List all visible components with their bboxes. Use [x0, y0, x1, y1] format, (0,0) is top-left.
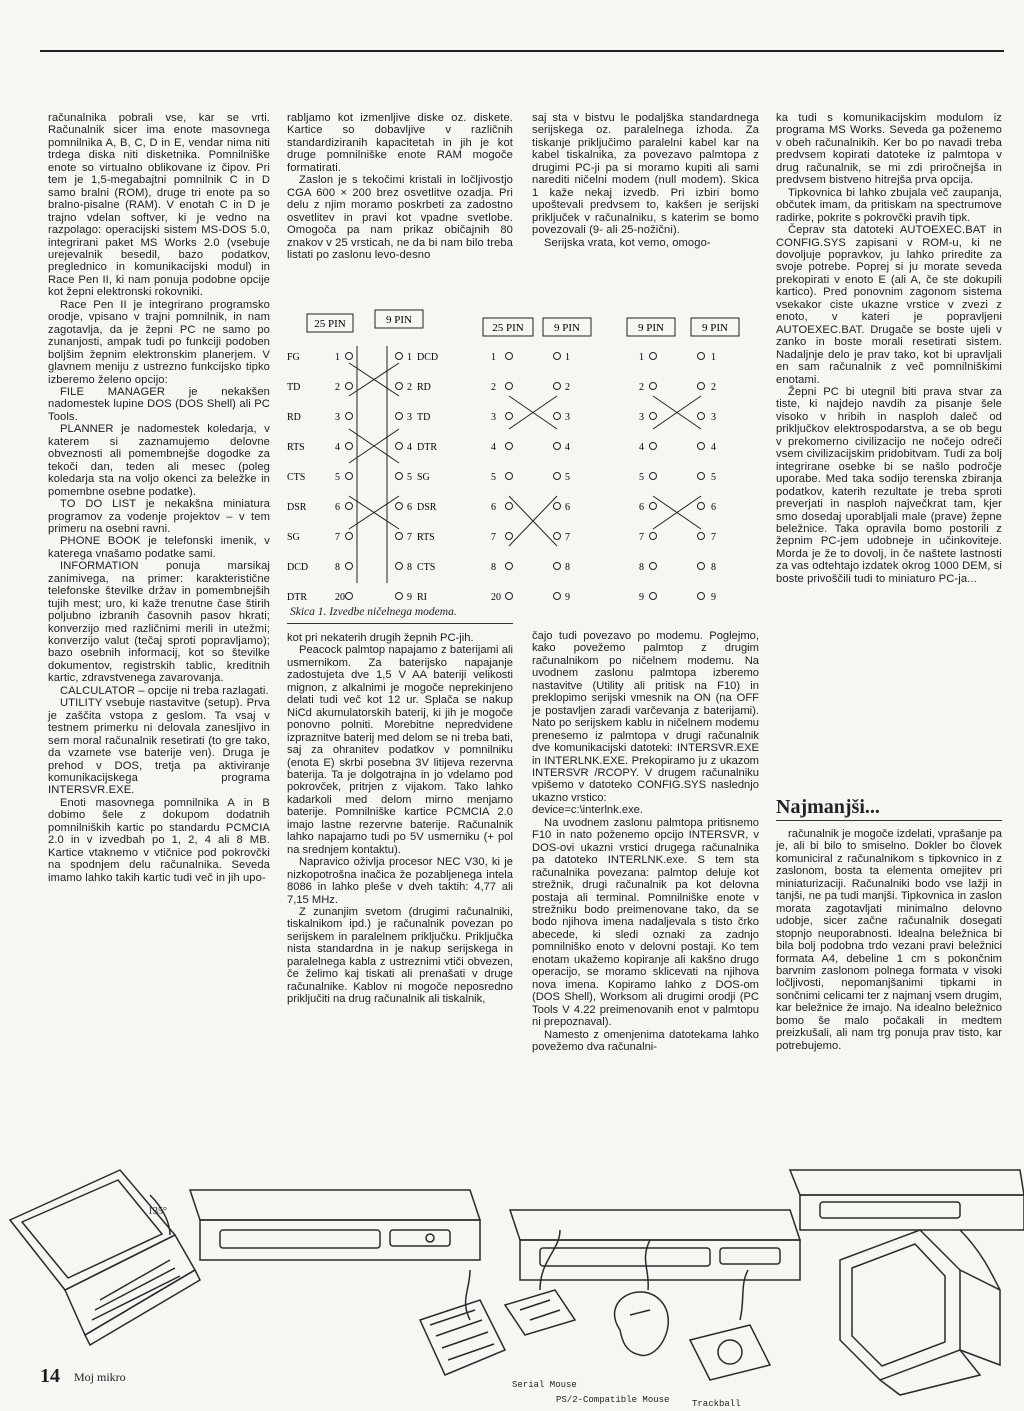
pin-circle	[346, 473, 353, 480]
pin-number: 8	[407, 562, 412, 573]
pin-circle	[396, 473, 403, 480]
pin-signal-label: RD	[287, 412, 301, 423]
pin-number: 7	[565, 532, 570, 543]
pin-number: 1	[335, 352, 340, 363]
left-pin-rows	[287, 352, 438, 603]
paragraph: Napravico oživlja procesor NEC V30, ki je nizkopotrošna inačica že pozabljenega intela 8086 in lahko pleše v dveh taktih: 4,77 ali 7,15 MHz.	[287, 856, 513, 906]
pin-signal-label: DCD	[287, 562, 309, 573]
article-column-4-top	[776, 112, 1002, 585]
pin-number: 6	[565, 502, 570, 513]
pin-circle	[554, 443, 561, 450]
pin-number: 6	[491, 502, 496, 513]
article-column-2-top	[287, 112, 513, 261]
pin-number: 8	[639, 562, 644, 573]
header-25pin: 25 PIN	[314, 318, 346, 330]
pin-circle	[554, 473, 561, 480]
article-column-2-bottom	[287, 632, 513, 1006]
pin-number: 4	[335, 442, 340, 453]
pin-number: 2	[639, 382, 644, 393]
middle-pin-rows	[491, 352, 570, 603]
angle-label: 135°	[148, 1206, 167, 1217]
pin-circle	[650, 443, 657, 450]
pin-circle	[698, 413, 705, 420]
pin-circle	[698, 563, 705, 570]
pin-circle	[396, 383, 403, 390]
pin-number: 2	[407, 382, 412, 393]
pin-circle	[698, 473, 705, 480]
pin-circle	[346, 503, 353, 510]
pin-circle	[346, 443, 353, 450]
pin-number: 7	[639, 532, 644, 543]
pin-signal-label: DSR	[417, 502, 437, 513]
paragraph: rabljamo kot izmenljive diske oz. diskete. Kartice so dobavljive v različnih standardiziranih kapacitetah in jih je kot druge pomnilniške enote RAM mogoče formatirati.	[287, 112, 513, 174]
pin-circle	[506, 353, 513, 360]
trackball-label: Trackball	[692, 1399, 741, 1409]
pin-number: 9	[565, 592, 570, 603]
pin-number: 9	[639, 592, 644, 603]
magazine-name: Moj mikro	[74, 1370, 126, 1384]
docking-station-drawing	[790, 1170, 1024, 1290]
pin-number: 4	[491, 442, 496, 453]
pin-number: 5	[711, 472, 716, 483]
pin-number: 7	[491, 532, 496, 543]
hardware-illustration	[0, 1150, 1024, 1411]
pin-number: 4	[407, 442, 412, 453]
paragraph: Čeprav sta datoteki AUTOEXEC.BAT in CONFIG.SYS zapisani v ROM-u, ki ne dovoljuje popravkov, ju lahko priredite za svoje potrebe. Poprej si ju morate seveda prekopirati v enoto E (ali A, če ste dokupili kartico). Pred ponovnim zagonom sistema vsekakor ciste ukazne vrstice v zvezi z enoto, v kateri je popravljeni AUTOEXEC.BAT. Drugače se boste ujeli v zanko in boste morali resetirati sistem. Nadaljnje delo je prav tako, kot bi upravljali en sam računalnik z več pomnilniškimi enotami.	[776, 224, 1002, 386]
paragraph: Žepni PC bi utegnil biti prava stvar za tiste, ki najdejo navdih za pisanje šele visoko v hribih in nasploh daleč od priključkov elektrospodarstva, a se ob begu v prekomerno civilizacijo ne nočejo odreči vsem civilizacijskim pridobitvam. Tudi za bolj integrirane osebke bi se našlo področje uporabe. Med taka sodijo terenska zbiranja podatkov, katerih rezultate je treba sproti preverjati in nasploh največkrat tam, kjer smo dosedaj uporabljali male (prave) žepne beležnice. Taka opravila bomo postorili z žepnim PC-jem udobneje in učinkoviteje. Morda je že to dovolj, in če naštete lastnosti za vas odtehtajo izdatek okrog 1000 DEM, si boste privoščili tudi to miniaturo PC-ja...	[776, 385, 1002, 585]
pin-number: 4	[639, 442, 644, 453]
pin-number: 3	[639, 412, 644, 423]
paragraph: Namesto z omenjenima datotekama lahko povežemo dva računalni-	[532, 1028, 759, 1053]
pin-circle	[554, 353, 561, 360]
pin-circle	[346, 533, 353, 540]
pin-signal-label: DSR	[287, 502, 307, 513]
pin-number: 3	[565, 412, 570, 423]
pin-circle	[506, 503, 513, 510]
laptop-drawing	[10, 1170, 200, 1345]
docking-station-drawing	[510, 1210, 800, 1280]
pin-circle	[396, 563, 403, 570]
diagram-middle-panel	[483, 318, 591, 603]
serial-mouse-label: Serial Mouse	[512, 1380, 577, 1390]
pin-circle	[396, 443, 403, 450]
paragraph: TO DO LIST je nekakšna miniatura programov za vodenje projektov – v tem primeru na osebni ravni.	[48, 498, 270, 535]
pin-number: 2	[335, 382, 340, 393]
paragraph: Z zunanjim svetom (drugimi računalniki, tiskalnikom ipd.) je računalnik povezan po serijskem in paralelnem priključku. Priključka nista standardna in je nakup serijskega in paralelnega kabla z ustreznimi vtiči obvezen, če želimo kaj tiskati ali prenašati v druge računalnike. Kablov ni mogoče neposredno priključiti na drug računalnik ali tiskalnik,	[287, 905, 513, 1006]
pin-circle	[346, 413, 353, 420]
pin-number: 8	[711, 562, 716, 573]
pin-number: 3	[335, 412, 340, 423]
pin-circle	[650, 353, 657, 360]
pin-circle	[396, 593, 403, 600]
pin-number: 6	[711, 502, 716, 513]
pin-circle	[554, 533, 561, 540]
pin-circle	[650, 413, 657, 420]
pin-circle	[650, 563, 657, 570]
pin-number: 8	[335, 562, 340, 573]
pin-number: 9	[407, 592, 412, 603]
code-line: device=c:\interlnk.exe.	[532, 804, 644, 817]
pin-number: 1	[407, 352, 412, 363]
pin-signal-label: RTS	[287, 442, 305, 453]
header-9pin: 9 PIN	[554, 322, 580, 334]
pin-number: 1	[711, 352, 716, 363]
pin-circle	[698, 503, 705, 510]
article-column-3-top	[532, 112, 759, 249]
monitor-drawing	[840, 1230, 1000, 1395]
pin-number: 6	[639, 502, 644, 513]
ps2-mouse-label: PS/2-Compatible Mouse	[556, 1395, 670, 1405]
pin-circle	[506, 383, 513, 390]
paragraph: Na uvodnem zaslonu palmtopa pritisnemo F10 in nato poženemo opcijo INTERSVR, v DOS-ovi ukazni vrstici drugega računalnika pa datoteko INTERLNK.exe. S tem sta računalnika povezana: palmtop deluje kot strežnik, drugi računalnik pa kot delovna postaja ali terminal. Pomnilniške enote v strežniku bodo preimenovane tako, da se bodo njihova imena nadaljevala s tisto črko abecede, ki sledi oznaki za zadnjo pomnilniško enoto v delovni postaji. Ko tem enotam ukažemo kopiranje ali kakšno drugo operacijo, se moramo sklicevati na njihova nova imena. Kopiramo lahko z DOS-om (DOS Shell), Worksom ali drugimi orodji (PC Tools V 4.22 preimenovanih enot v palmtopu ni prepoznaval).	[532, 816, 759, 1029]
pin-circle	[506, 563, 513, 570]
pin-number: 7	[407, 532, 412, 543]
pin-number: 3	[491, 412, 496, 423]
pin-signal-label: RI	[417, 592, 427, 603]
pin-number: 8	[565, 562, 570, 573]
paragraph: računalnik je mogoče izdelati, vprašanje pa je, ali bi bilo to smiselno. Dokler bo človek komuniciral z računalnikom s tipkovnico in z zaslonom, bosta ta elementa omejitev pri miniaturizaciji. Računalniki bodo vse lažji in tanjši, ne pa tudi manjši. Tipkovnica in zaslon morata zagotavljati minimalno delovno udobje, sicer začne računalnik dosegati stopnjo neuporabnosti. Idealna beležnica bi bila bolj podobna trdo vezani pravi beležnici formata A4, debeline 1 cm s pokončnim barvnim zaslonom polnega formata v visoki ločljivosti, nepomanjšanimi tipkami in sončnimi celicami ter z najmanj vsem drugim, kar beležnice že imajo. Na idealno beležnico bomo še malo počakali in medtem preizkušali, ali nam trg ponuja prav tisto, kar potrebujemo.	[776, 828, 1002, 1052]
pin-number: 5	[639, 472, 644, 483]
null-modem-diagram	[287, 296, 759, 606]
paragraph: čajo tudi povezavo po modemu. Poglejmo, kako povežemo palmtop z drugim računalnikom po ničelnem modemu. Na uvodnem zaslonu palmtopa izberemo nastavitve (Utility ali pritisk na F10) in preklopimo serijski vmesnik na ON (na OFF je postavljen zaradi varčevanja z baterijami). Nato po serijskem kablu in ničelnem modemu prenesemo iz palmtopa v drugi računalnik dve komunikacijski datoteki: INTERSVR.EXE in INTERLNK.EXE. Prekopiramo ju z ukazom INTERSVR /RCOPY. V drugem računalniku vpišemo v datoteko CONFIG.SYS naslednjo ukazno vrstico:	[532, 630, 759, 804]
pin-number: 2	[711, 382, 716, 393]
pin-number: 7	[335, 532, 340, 543]
pin-circle	[650, 533, 657, 540]
pin-number: 20	[335, 592, 345, 603]
section-heading: Najmanjši...	[776, 796, 880, 818]
pin-circle	[506, 533, 513, 540]
paragraph: Serijska vrata, kot vemo, omogo-	[544, 236, 711, 249]
pin-circle	[698, 593, 705, 600]
pin-signal-label: SG	[417, 472, 430, 483]
pin-number: 6	[407, 502, 412, 513]
pin-circle	[346, 353, 353, 360]
paragraph: Peacock palmtop napajamo z baterijami ali usmernikom. Za baterijsko napajanje zadostujeta dve 1,5 V AA bateriji velikosti mignon, z alkalnimi je mogoče neprekinjeno delati tudi več kot 12 ur. Splača se nakup NiCd akumulatorskih baterij, ki jih je mogoče ponovno polniti. Morebitne nepredvidene izpraznitve baterij med delom se ni treba bati, saj za ohranitev podatkov v pomnilniku (enota E) skrbi posebna 3V litijeva rezervna baterija. Ta je dolgotrajna in jo vdelamo pod pokrovček, pritrjen z vijakom. Tako lahko kadarkoli med delom mirno menjamo baterije. Pomnilniške kartice PCMCIA 2.0 imajo lastne rezervne baterije. Računalnik lahko napajamo tudi po 5V usmerniku (+ pol na srednjem kontaktu).	[287, 644, 513, 856]
header-25pin: 25 PIN	[492, 322, 524, 334]
pin-number: 1	[565, 352, 570, 363]
paragraph: FILE MANAGER je nekakšen nadomestek lupine DOS (DOS Shell) ali PC Tools.	[48, 385, 270, 423]
pin-signal-label: DTR	[417, 442, 437, 453]
pin-number: 5	[335, 472, 340, 483]
pin-number: 5	[491, 472, 496, 483]
ps2-mouse-drawing	[615, 1240, 669, 1355]
article-column-3-bottom	[532, 630, 759, 1053]
serial-mouse-drawing	[505, 1230, 575, 1335]
paragraph: PLANNER je nadomestek koledarja, v katerem si zaznamujemo delovne obveznosti ali pomembnejše dogodke za tekoči dan, teden ali mesec (poleg koledarja sta na voljo okenci za beležke in pomembne osebne podatke).	[48, 423, 270, 498]
pin-signal-label: TD	[417, 412, 431, 423]
pin-circle	[554, 593, 561, 600]
pin-number: 8	[491, 562, 496, 573]
pin-circle	[396, 353, 403, 360]
pin-number: 2	[491, 382, 496, 393]
pin-signal-label: TD	[287, 382, 301, 393]
pin-circle	[554, 503, 561, 510]
pin-number: 2	[565, 382, 570, 393]
pin-number: 6	[335, 502, 340, 513]
pin-circle	[506, 443, 513, 450]
article-column-4-bottom	[776, 828, 1002, 1052]
pin-circle	[396, 413, 403, 420]
top-rule	[40, 50, 1004, 52]
pin-signal-label: FG	[287, 352, 300, 363]
pin-circle	[554, 563, 561, 570]
pin-circle	[554, 413, 561, 420]
pin-number: 5	[565, 472, 570, 483]
pin-circle	[698, 443, 705, 450]
pin-signal-label: RD	[417, 382, 431, 393]
pin-circle	[506, 593, 513, 600]
header-9pin: 9 PIN	[638, 322, 664, 334]
pin-circle	[396, 533, 403, 540]
pin-number: 3	[711, 412, 716, 423]
figure-caption: Skica 1. Izvedbe ničelnega modema.	[290, 606, 457, 618]
paragraph: Tipkovnica bi lahko zbujala več zaupanja, občutek imam, da pritiskam na spectrumove radirke, pokrite s pokrovčki pravih tipk.	[776, 186, 1002, 224]
pin-number: 1	[491, 352, 496, 363]
pin-number: 4	[711, 442, 716, 453]
paragraph: UTILITY vsebuje nastavitve (setup). Prva je zaščita vstopa z geslom. Ta vsaj v testnem primerku ni delovala zanesljivo in sem moral računalnik resetirati (to gre tako, da vzamete vse baterije ven). Druga je prehod v DOS, tretja pa aktiviranje komunikacijskega programa INTERSVR.EXE.	[48, 697, 270, 797]
pin-circle	[698, 383, 705, 390]
paragraph: kot pri nekaterih drugih žepnih PC-jih.	[287, 632, 474, 644]
pin-circle	[698, 533, 705, 540]
pin-signal-label: SG	[287, 532, 300, 543]
caption-rule	[287, 623, 513, 624]
pin-circle	[698, 353, 705, 360]
paragraph: Zaslon je s tekočimi kristali in ločljivostjo CGA 600 × 200 brez osvetlitve ozadja. Pri delu z njim moramo poskrbeti za zadostno osvetlitev in pravi kot vpadne svetlobe. Omogoča pa nam prikaz običajnih 80 znakov v 25 vrsticah, ne da bi nam bilo treba listati po zaslonu levo-desno	[287, 174, 513, 261]
pin-circle	[506, 413, 513, 420]
pin-circle	[650, 593, 657, 600]
trackball-drawing	[690, 1270, 770, 1380]
pin-signal-label: DTR	[287, 592, 307, 603]
cross-wires	[509, 396, 557, 546]
page-number: 14	[40, 1365, 60, 1387]
pin-signal-label: CTS	[287, 472, 306, 483]
paragraph: Enoti masovnega pomnilnika A in B dobimo šele z dokupom dodatnih pomnilniških kartic po standardu PCMCIA 2.0 in v izvedbah po 1, 2, 4 ali 8 MB. Kartice vtaknemo v vtičnice pod pokrovčki na spodnjem delu računalnika. Seveda imamo lahko takih kartic tudi več in jih upo-	[48, 796, 270, 884]
paragraph: INFORMATION ponuja marsikaj zanimivega, na primer: karakteristične telefonske številke držav in pomembnejših tujih mest; uro, ki kaže trenutne čase štirih poljubno izbranih časovnih pasov hkrati; konverzijo med različnimi merili in utežmi; konverzijo valut (tečaj sproti popravljamo); bazo osebnih informacij, kot so številke dokumentov, registrskih tablic, kreditnih kartic, zdravstvenega zavarovanja.	[48, 560, 270, 685]
pin-circle	[554, 383, 561, 390]
paragraph: CALCULATOR – opcije ni treba razlagati.	[60, 684, 269, 697]
pin-circle	[650, 383, 657, 390]
header-9pin: 9 PIN	[386, 314, 412, 326]
paragraph: Race Pen II je integrirano programsko orodje, vpisano v trajni pomnilnik, in nam zagotavlja, da je žepni PC ne samo po zunanjosti, ampak tudi po funkciji podoben boljšim žepnim elektronskim planerjem. V glavnem meniju z ustrezno funkcijsko tipko izberemo želeno opcijo:	[48, 298, 270, 386]
pin-number: 5	[407, 472, 412, 483]
pin-circle	[346, 593, 353, 600]
paragraph: ka tudi s komunikacijskim modulom iz programa MS Works. Seveda ga poženemo v obeh računalnikih. Ker bo po navadi treba predvsem kopirati datoteke iz palmtopa v drug računalnik, se mi zdi priročnejša in predvsem bistveno hitrejša prva opcija.	[776, 112, 1002, 187]
paragraph: računalnika pobrali vse, kar se vrti. Računalnik sicer ima enote masovnega pomnilnika A, B, C, D in E, vendar nima niti trdega diska niti disketnika. Pomnilniške enote so virtualno oblikovane iz čipov. Pri tem je 1,5-megabajtni pomnilnik C in D samo bralni (ROM), druge tri enote pa so bralno-pisalne (RAM). V enotah C in D je trajno vdelan softver, ki je vedno na razpolago: operacijski sistem MS-DOS 5.0, integrirani paket MS Works 2.0 (vsebuje urejevalnik besedil, bazo podatkov, preglednico in komunikacijski modul) in Race Pen II, ki nam ponuja podobne opcije kot žepni elektronski rokovniki.	[48, 112, 270, 299]
pin-circle	[346, 563, 353, 570]
diagram-right-panel	[627, 318, 739, 603]
pin-circle	[506, 473, 513, 480]
article-column-1	[48, 112, 270, 884]
pin-circle	[650, 473, 657, 480]
pin-signal-label: RTS	[417, 532, 435, 543]
cross-wires	[653, 396, 701, 529]
pin-circle	[396, 503, 403, 510]
pin-number: 9	[711, 592, 716, 603]
keypad-drawing	[420, 1270, 505, 1375]
header-9pin: 9 PIN	[702, 322, 728, 334]
heading-rule	[776, 820, 1002, 821]
pin-circle	[346, 383, 353, 390]
pin-number: 1	[639, 352, 644, 363]
pin-number: 7	[711, 532, 716, 543]
right-pin-rows	[639, 352, 716, 603]
pin-number: 3	[407, 412, 412, 423]
pin-number: 20	[491, 592, 501, 603]
pin-signal-label: DCD	[417, 352, 439, 363]
diagram-left-panel	[287, 310, 438, 603]
paragraph: PHONE BOOK je telefonski imenik, v katerega vnašamo podatke sami.	[48, 535, 270, 560]
paragraph: saj sta v bistvu le podaljška standardnega serijskega oz. paralelnega izhoda. Za tiskanje priključimo paralelni kabel kar na kabel tiskalnika, za povezavo palmtopa z drugimi PC-ji pa si moramo kupiti ali sami narediti ničelni modem (null modem). Skica 1 kaže nekaj izvedb. Pri izbiri bomo upoštevali predvsem to, kakšen je serijski priključek v računalniku, s katerim se bomo povezovali (9- ali 25-nožični).	[532, 112, 759, 237]
docking-station-drawing	[190, 1190, 480, 1260]
pin-circle	[650, 503, 657, 510]
pin-number: 4	[565, 442, 570, 453]
pin-signal-label: CTS	[417, 562, 436, 573]
